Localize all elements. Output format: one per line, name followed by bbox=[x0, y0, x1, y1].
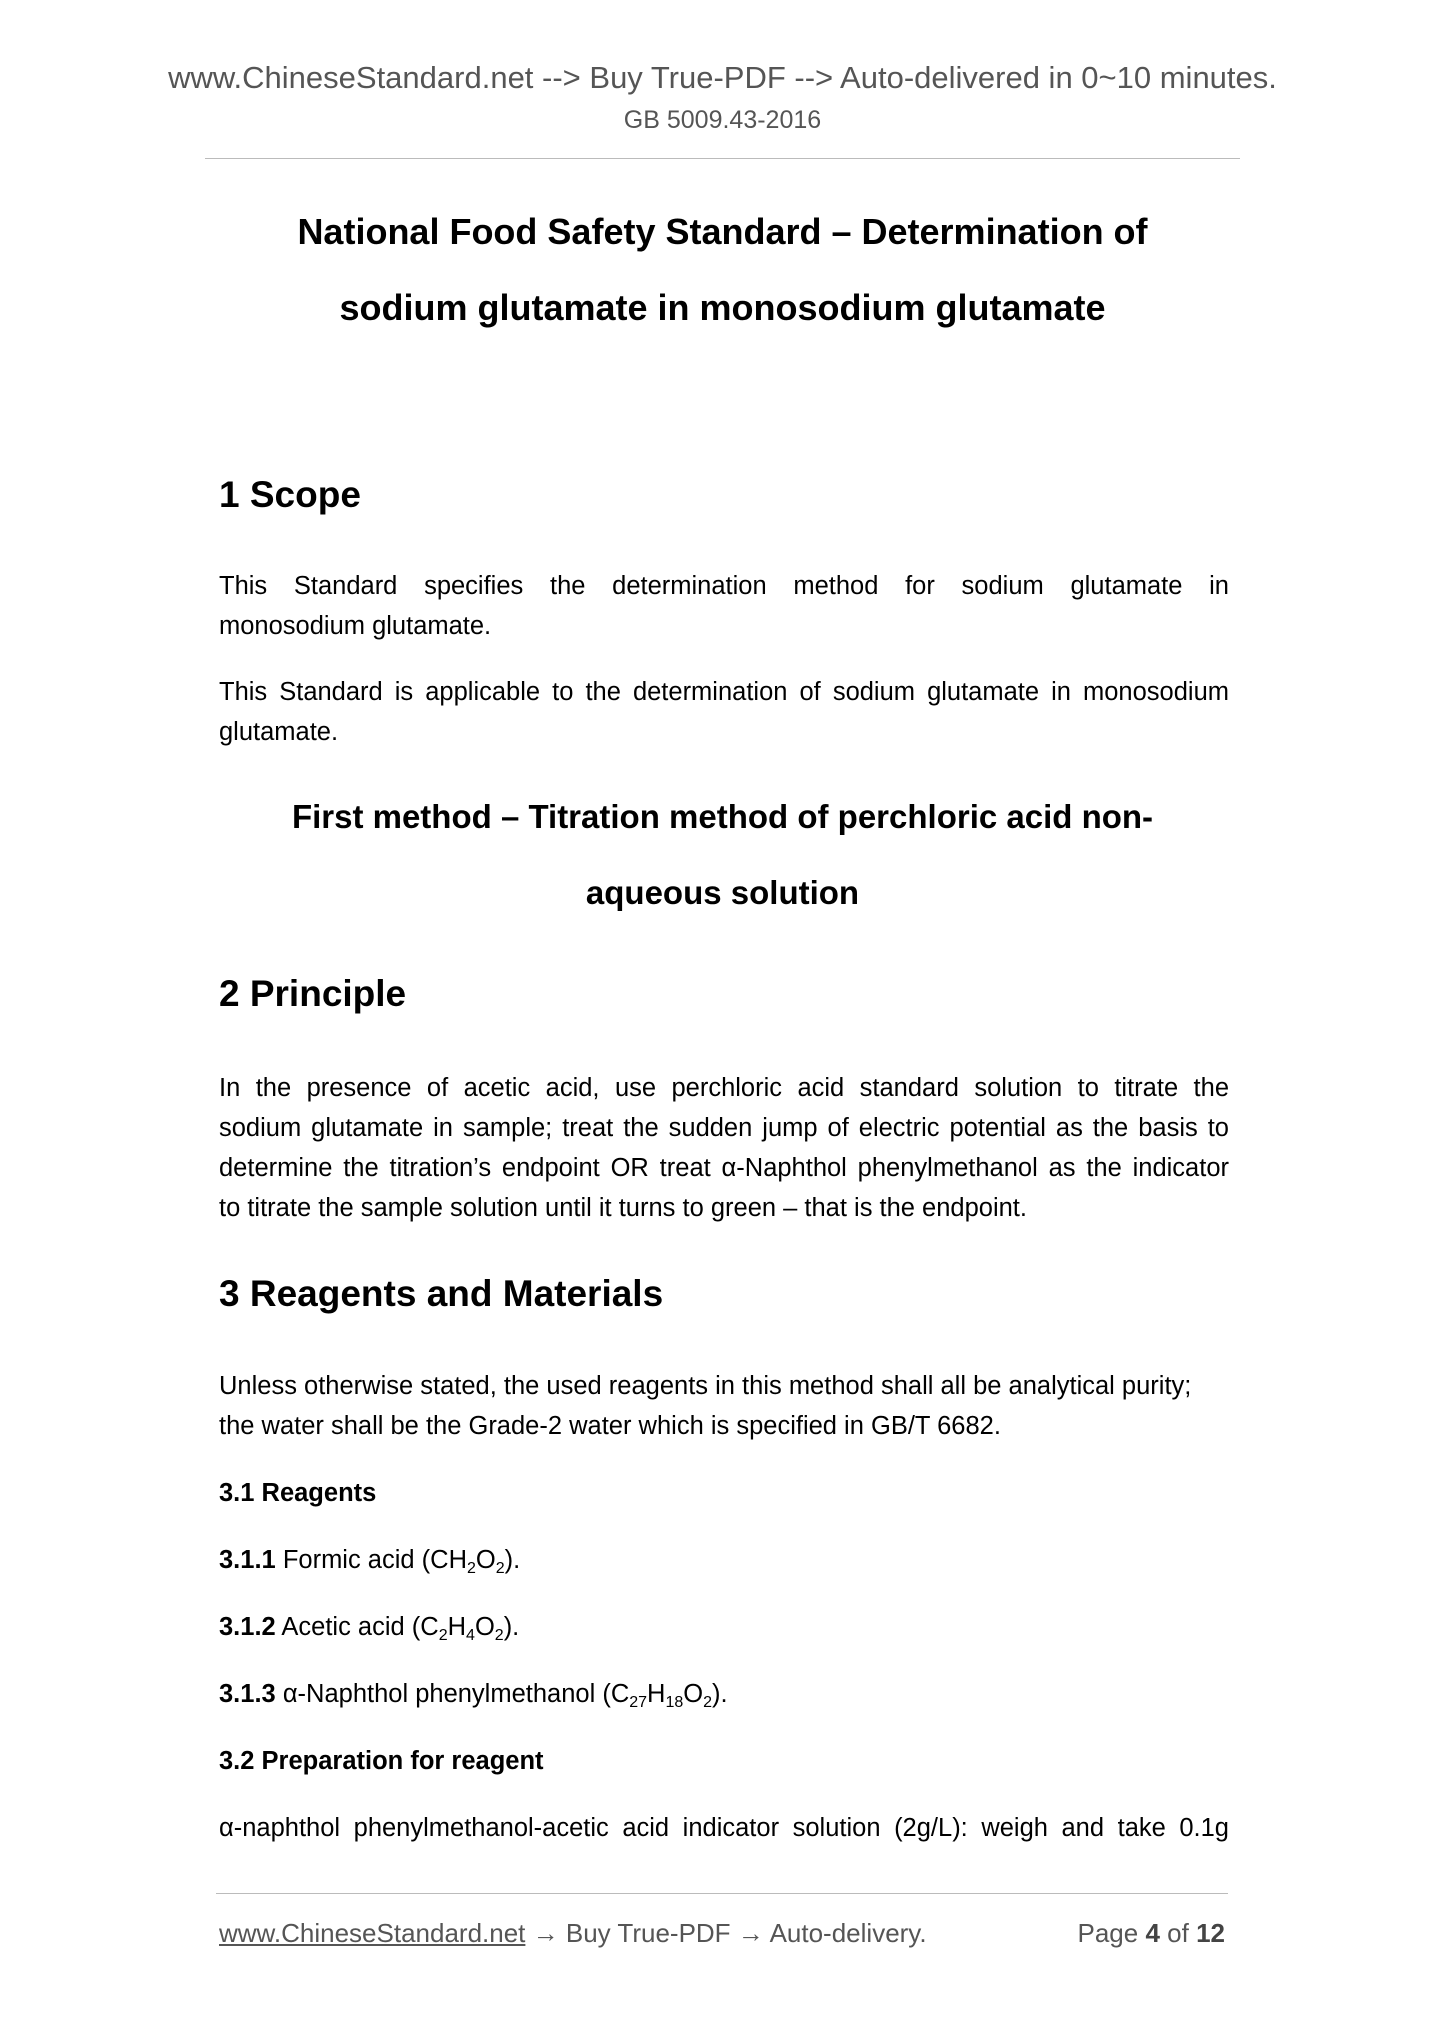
standard-number: GB 5009.43-2016 bbox=[623, 106, 822, 134]
formula-subscript: 27 bbox=[629, 1694, 648, 1711]
page-current: 4 bbox=[1145, 1918, 1160, 1948]
scope-para2-line2: glutamate. bbox=[219, 718, 339, 746]
principle-line4: to titrate the sample solution until it turns to green – that is the endpoint. bbox=[219, 1194, 1027, 1222]
page-label: Page bbox=[1077, 1918, 1139, 1948]
item-text: Acetic acid (C bbox=[281, 1613, 439, 1641]
reagents-intro-line2: the water shall be the Grade-2 water which is specified in GB/T 6682. bbox=[219, 1412, 1001, 1440]
header-divider bbox=[205, 158, 1240, 159]
item-number: 3.1.1 bbox=[219, 1546, 276, 1574]
formula-subscript: 2 bbox=[438, 1627, 448, 1644]
document-title-line1: National Food Safety Standard – Determination of bbox=[297, 211, 1148, 252]
principle-line3: determine the titration’s endpoint OR treat α-Naphthol phenylmethanol as the indicator bbox=[219, 1154, 1229, 1182]
scope-para1-line1: This Standard specifies the determination method for sodium glutamate in bbox=[219, 572, 1229, 600]
formula-element: O bbox=[474, 1613, 495, 1641]
principle-line2: sodium glutamate in sample; treat the sudden jump of electric potential as the basis to bbox=[219, 1114, 1229, 1142]
section-heading-reagents: 3 Reagents and Materials bbox=[219, 1273, 664, 1314]
page-total: 12 bbox=[1196, 1918, 1225, 1948]
method-title-line2: aqueous solution bbox=[585, 874, 860, 911]
subheading-preparation: 3.2 Preparation for reagent bbox=[219, 1747, 544, 1775]
item-number: 3.1.3 bbox=[219, 1680, 276, 1708]
footer-site-link[interactable]: www.ChineseStandard.net bbox=[219, 1918, 526, 1948]
scope-paragraph-1 bbox=[219, 566, 1229, 646]
footer-divider bbox=[216, 1893, 1228, 1894]
document-title-line2: sodium glutamate in monosodium glutamate bbox=[339, 287, 1106, 328]
formula-subscript: 2 bbox=[703, 1694, 713, 1711]
formula-end: ). bbox=[503, 1613, 520, 1641]
principle-paragraph bbox=[219, 1068, 1229, 1228]
formula-end: ). bbox=[712, 1680, 728, 1708]
formula-element: H bbox=[447, 1613, 467, 1641]
item-number: 3.1.2 bbox=[219, 1613, 276, 1641]
preparation-line: α-naphthol phenylmethanol-acetic acid indicator solution (2g/L): weigh and take 0.1g bbox=[219, 1814, 1229, 1842]
formula-element: H bbox=[647, 1680, 666, 1708]
principle-line1: In the presence of acetic acid, use perchloric acid standard solution to titrate the bbox=[219, 1074, 1229, 1102]
section-heading-scope: 1 Scope bbox=[219, 474, 361, 515]
formula-subscript: 4 bbox=[466, 1627, 475, 1644]
footer-promo-text: → Buy True-PDF → Auto-delivery. bbox=[525, 1918, 927, 1948]
formula-element: O bbox=[683, 1680, 704, 1708]
scope-para1-line2: monosodium glutamate. bbox=[219, 612, 492, 640]
formula-subscript: 18 bbox=[665, 1694, 684, 1711]
formula-end: ). bbox=[504, 1546, 521, 1574]
section-heading-principle: 2 Principle bbox=[219, 973, 407, 1014]
scope-para2-line1: This Standard is applicable to the determination of sodium glutamate in monosodium bbox=[219, 678, 1229, 706]
item-text: α-Naphthol phenylmethanol (C bbox=[282, 1680, 630, 1708]
reagent-item-naphthol bbox=[219, 1676, 728, 1712]
scope-paragraph-2 bbox=[219, 672, 1229, 752]
item-text: Formic acid (CH bbox=[282, 1546, 467, 1574]
page-indicator bbox=[1077, 1915, 1225, 1951]
header-promo-line: www.ChineseStandard.net --> Buy True-PDF --> Auto-delivered in 0~10 minutes. bbox=[168, 60, 1277, 95]
formula-subscript: 2 bbox=[467, 1560, 476, 1577]
reagents-intro-line1: Unless otherwise stated, the used reagents in this method shall all be analytical purity; bbox=[219, 1372, 1192, 1400]
preparation-paragraph bbox=[219, 1808, 1229, 1848]
formula-subscript: 2 bbox=[494, 1627, 504, 1644]
method-title-line1: First method – Titration method of perchloric acid non- bbox=[291, 798, 1154, 835]
reagents-intro-paragraph bbox=[219, 1366, 1229, 1446]
formula-element: O bbox=[475, 1546, 496, 1574]
subheading-reagents: 3.1 Reagents bbox=[219, 1479, 377, 1507]
formula-subscript: 2 bbox=[495, 1560, 505, 1577]
page-footer bbox=[219, 1915, 1225, 1951]
reagent-item-acetic-acid bbox=[219, 1609, 519, 1645]
page-of-label: of bbox=[1167, 1918, 1189, 1948]
reagent-item-formic-acid bbox=[219, 1542, 520, 1578]
